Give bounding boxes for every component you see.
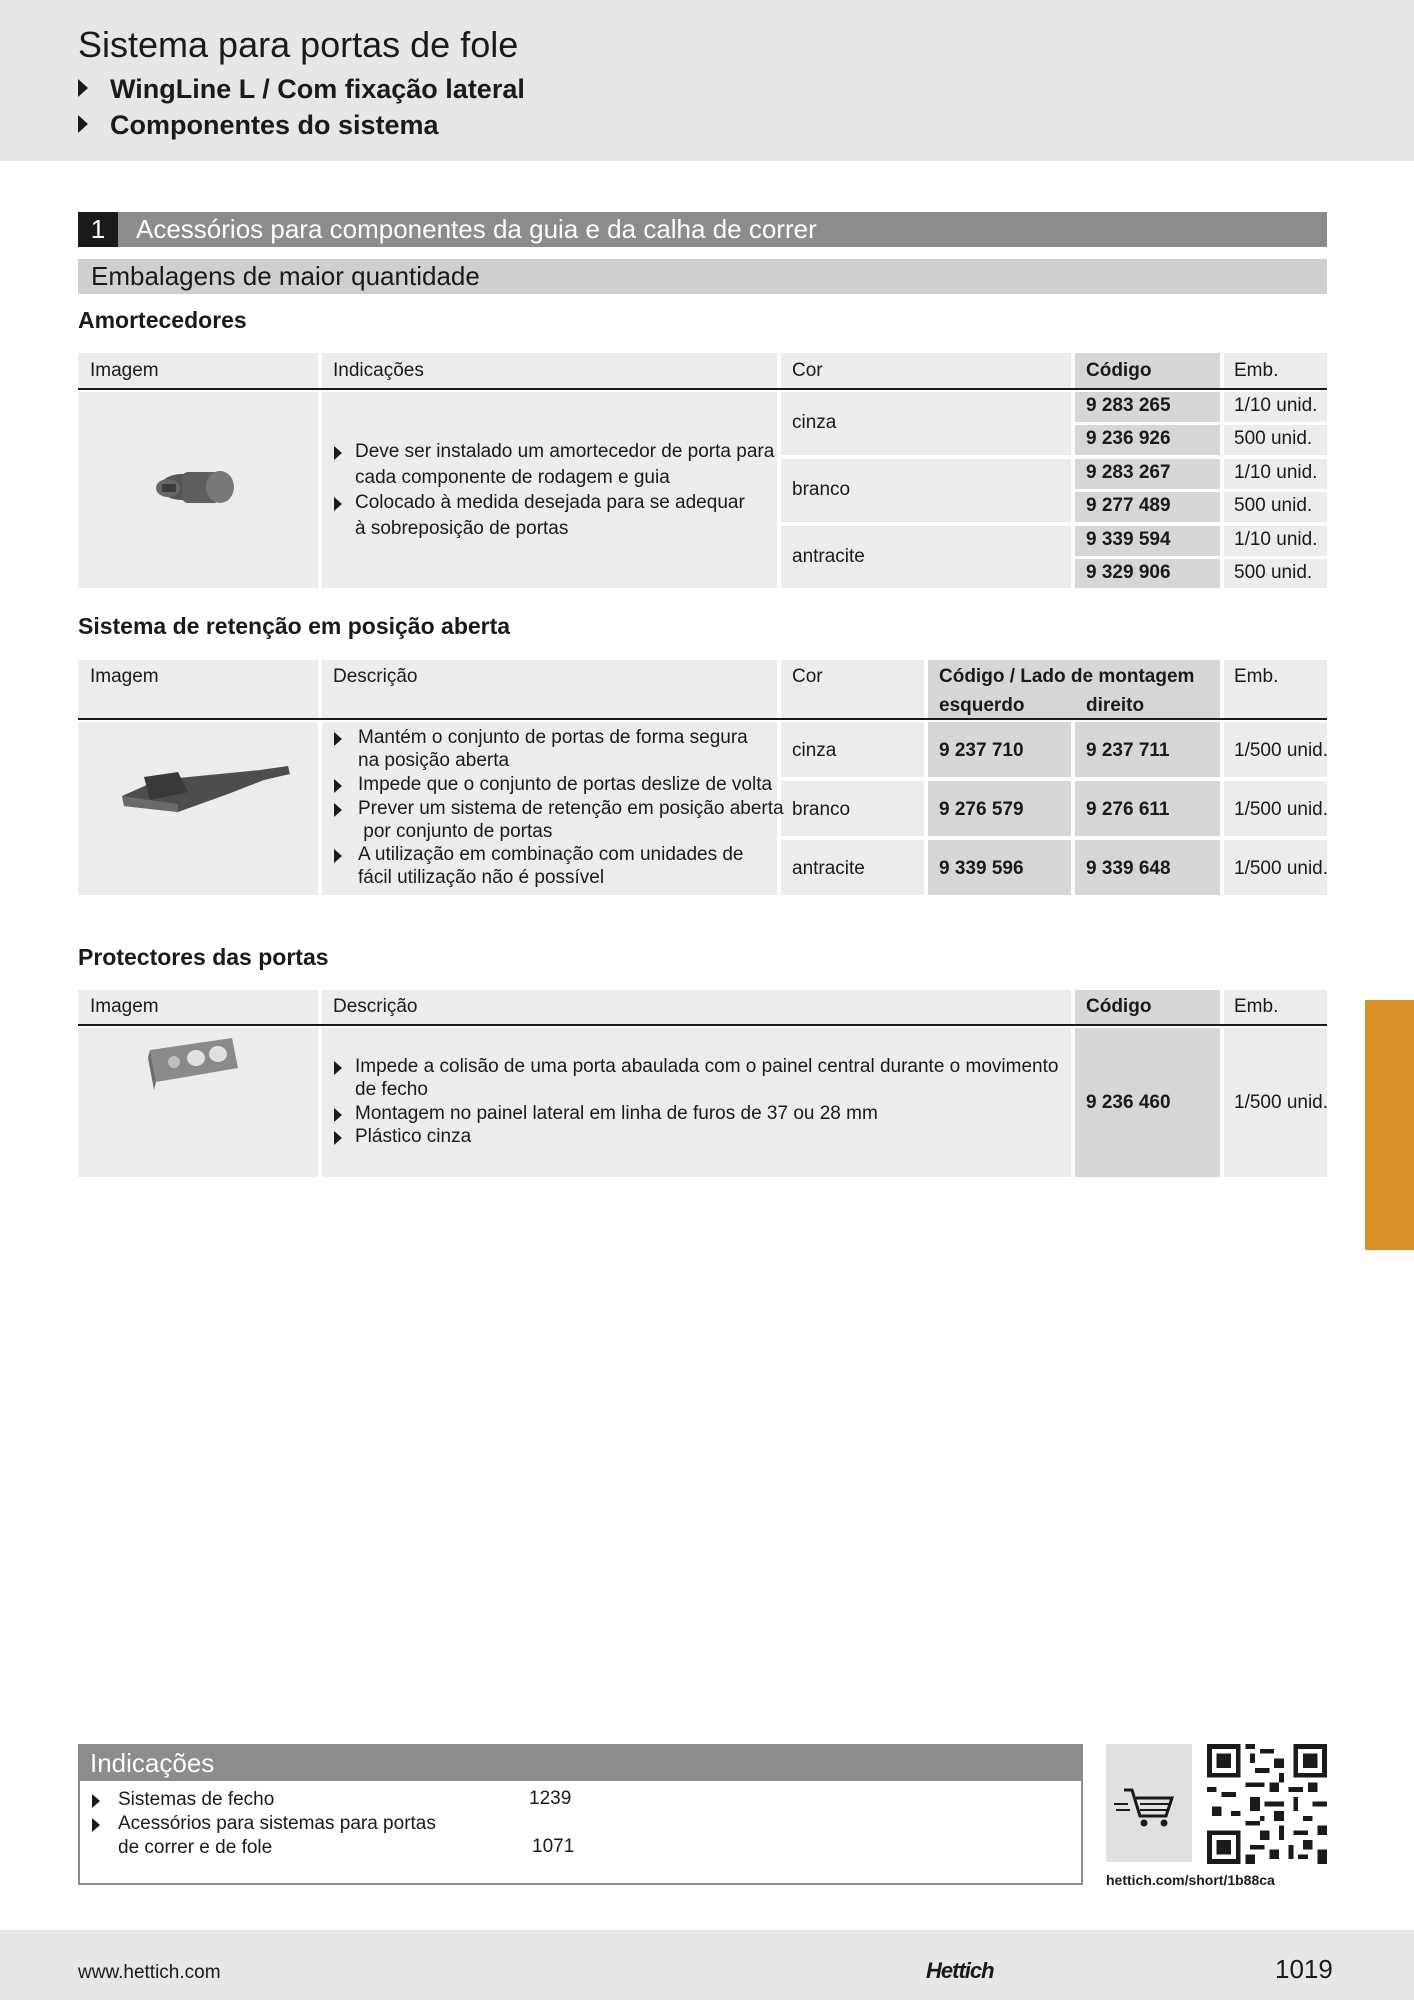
pack-size: 1/500 unid. <box>1234 799 1329 820</box>
reference-page[interactable]: 1071 <box>532 1836 575 1857</box>
pack-size: 1/500 unid. <box>1234 740 1329 761</box>
chapter-tab <box>1365 1000 1414 1250</box>
reference-page[interactable]: 1239 <box>529 1788 572 1809</box>
short-url[interactable]: hettich.com/short/1b88ca <box>1106 1872 1275 1888</box>
header-rule <box>78 388 1327 390</box>
image-cell <box>78 722 318 895</box>
article-code-right: 9 339 648 <box>1086 858 1171 879</box>
page-header <box>0 0 1414 161</box>
article-code-left: 9 237 710 <box>939 740 1024 761</box>
triangle-bullet-icon <box>334 1131 342 1145</box>
retention-image <box>78 722 318 895</box>
article-code-right: 9 237 711 <box>1086 740 1170 761</box>
table-header-cell <box>781 353 1071 389</box>
indicacoes-box: Indicações Sistemas de fecho 1239 Acessórios para sistemas para portas de correr e de fole 1071 <box>78 1744 1083 1885</box>
triangle-bullet-icon <box>78 115 88 133</box>
col-header-codigo: Código <box>1086 360 1152 381</box>
page-title: Sistema para portas de fole <box>78 24 519 65</box>
header-rule <box>78 718 1327 720</box>
article-code: 9 236 460 <box>1086 1092 1171 1113</box>
col-header-imagem: Imagem <box>90 666 159 687</box>
indicacoes-cell <box>322 392 777 588</box>
page-footer <box>0 1930 1414 2000</box>
col-header-cor: Cor <box>792 360 823 381</box>
qr-code[interactable] <box>1207 1744 1327 1864</box>
col-header-codigo: Código <box>1086 996 1152 1017</box>
triangle-bullet-icon <box>334 446 342 460</box>
triangle-bullet-icon <box>78 79 88 97</box>
retencao-heading: Sistema de retenção em posição aberta <box>78 613 511 639</box>
triangle-bullet-icon <box>334 1108 342 1122</box>
col-header-emb: Emb. <box>1234 666 1279 687</box>
triangle-bullet-icon <box>334 849 342 863</box>
pack-size: 1/500 unid. <box>1234 1092 1329 1113</box>
color-label: antracite <box>792 858 865 879</box>
triangle-bullet-icon <box>334 1061 342 1075</box>
article-code: 9 283 267 <box>1086 462 1171 483</box>
pack-size: 1/10 unid. <box>1234 529 1318 550</box>
article-code: 9 283 265 <box>1086 395 1171 416</box>
subtitle-components: Componentes do sistema <box>78 110 439 141</box>
image-cell <box>78 1028 318 1177</box>
amortecedores-heading: Amortecedores <box>78 307 247 333</box>
pack-size: 500 unid. <box>1234 562 1313 583</box>
pack-size: 1/10 unid. <box>1234 395 1318 416</box>
color-label: cinza <box>792 412 837 433</box>
col-header-emb: Emb. <box>1234 996 1279 1017</box>
color-label: branco <box>792 479 851 500</box>
triangle-bullet-icon <box>334 803 342 817</box>
article-code: 9 236 926 <box>1086 428 1171 449</box>
col-header-descricao: Descrição <box>333 996 418 1017</box>
col-header-esquerdo: esquerdo <box>939 695 1025 716</box>
indicacoes-title: Indicações <box>90 1748 215 1778</box>
subsection-bar <box>78 259 1327 294</box>
triangle-bullet-icon <box>334 779 342 793</box>
pack-size: 1/10 unid. <box>1234 462 1318 483</box>
color-label: antracite <box>792 546 865 567</box>
article-code: 9 277 489 <box>1086 495 1171 516</box>
col-header-cor: Cor <box>792 666 823 687</box>
col-header-emb: Emb. <box>1234 360 1279 381</box>
col-header-indicacoes: Indicações <box>333 360 424 381</box>
pack-size: 1/500 unid. <box>1234 858 1329 879</box>
article-code: 9 339 594 <box>1086 529 1171 550</box>
indicacoes-header <box>80 1746 1081 1781</box>
subtitle-product: WingLine L / Com fixação lateral <box>78 74 525 105</box>
website-link[interactable]: www.hettich.com <box>78 1962 221 1983</box>
triangle-bullet-icon <box>92 1794 100 1808</box>
pack-size: 500 unid. <box>1234 495 1313 516</box>
triangle-bullet-icon <box>92 1818 100 1832</box>
section-number: 1 <box>78 212 118 247</box>
color-label: branco <box>792 799 851 820</box>
col-header-imagem: Imagem <box>90 996 159 1017</box>
article-code-left: 9 339 596 <box>939 858 1024 879</box>
header-rule <box>78 1024 1327 1026</box>
col-header-imagem: Imagem <box>90 360 159 381</box>
section-bar <box>78 212 1327 247</box>
shopping-cart-icon <box>1106 1744 1192 1862</box>
pack-size: 500 unid. <box>1234 428 1313 449</box>
brand-logo: Hettich <box>926 1958 994 1983</box>
shop-link[interactable] <box>1106 1744 1192 1862</box>
page-number: 1019 <box>1275 1954 1333 1984</box>
image-cell <box>78 392 318 588</box>
damper-image <box>78 392 318 588</box>
triangle-bullet-icon <box>334 497 342 511</box>
color-label: cinza <box>792 740 837 761</box>
article-code-left: 9 276 579 <box>939 799 1024 820</box>
article-code: 9 329 906 <box>1086 562 1171 583</box>
subsection-title: Embalagens de maior quantidade <box>91 261 480 291</box>
col-header-direito: direito <box>1086 695 1145 716</box>
article-code-right: 9 276 611 <box>1086 799 1170 820</box>
table-header-cell <box>322 990 1071 1024</box>
triangle-bullet-icon <box>334 732 342 746</box>
col-header-codigo-lado: Código / Lado de montagem <box>939 666 1195 687</box>
protectores-heading: Protectores das portas <box>78 944 329 970</box>
col-header-descricao: Descrição <box>333 666 418 687</box>
door-protector-image <box>78 1028 318 1177</box>
section-title: Acessórios para componentes da guia e da calha de correr <box>136 214 817 244</box>
